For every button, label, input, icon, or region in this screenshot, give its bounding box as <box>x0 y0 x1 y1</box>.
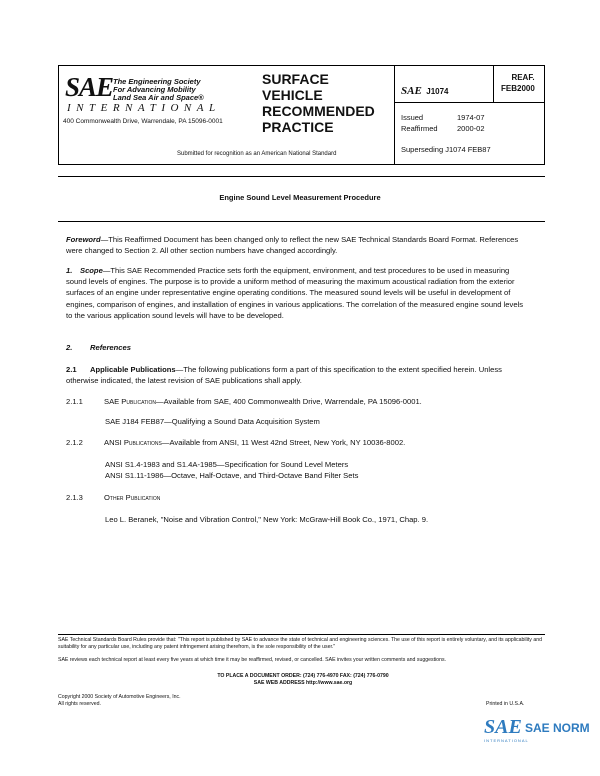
sae-address: 400 Commonwealth Drive, Warrendale, PA 15096-0001 <box>63 118 223 125</box>
document-header <box>58 65 545 165</box>
section-number: 2.1.1 <box>66 397 83 406</box>
doc-type-title: RECOMMENDED <box>262 103 375 119</box>
doc-type-title: PRACTICE <box>262 119 334 135</box>
header-divider <box>394 102 544 103</box>
order-info: TO PLACE A DOCUMENT ORDER: (724) 776-4970 FAX: (724) 776-0790 <box>217 673 389 679</box>
watermark <box>484 716 590 746</box>
footer-review-note: SAE reviews each technical report at least every five years at which time it may be reaffirmed, revised, or cancelled. SAE invites your written comments and suggestions. <box>58 657 446 663</box>
printed-in: Printed in U.S.A. <box>486 701 525 707</box>
sae-logo: SAE <box>65 72 114 102</box>
international-wordmark: INTERNATIONAL <box>67 102 221 114</box>
section-2-1-1 <box>66 396 526 407</box>
doc-id <box>401 81 449 99</box>
section-number: 2.1 <box>66 365 77 374</box>
reference-item: ANSI S1.4-1983 and S1.4A-1985—Specification for Sound Level Meters <box>105 460 349 469</box>
section-heading: Scope <box>80 266 103 275</box>
superseding-note: Superseding J1074 FEB87 <box>401 145 491 154</box>
section-heading: References <box>90 343 131 352</box>
section-applicable-publications <box>66 364 526 386</box>
header-divider <box>493 66 494 102</box>
section-number: 2.1.2 <box>66 438 83 447</box>
issued-date: 1974-07 <box>457 113 485 122</box>
section-heading: SAE Publication <box>104 397 157 406</box>
watermark-logo: SAE <box>484 716 522 738</box>
reaf-date: FEB2000 <box>501 84 535 93</box>
section-number: 2. <box>66 343 73 352</box>
copyright: Copyright 2000 Society of Automotive Engineers, Inc. <box>58 694 181 700</box>
section-heading: ANSI Publications <box>104 438 162 447</box>
web-address: SAE WEB ADDRESS http://www.sae.org <box>253 680 353 686</box>
foreword-label: Foreword <box>66 235 101 244</box>
watermark-sub: INTERNATIONAL <box>484 738 529 743</box>
section-number: 2.1.3 <box>66 493 83 502</box>
society-line: The Engineering Society <box>113 77 201 86</box>
issued-label: Issued <box>401 113 424 122</box>
foreword-text: —This Reaffirmed Document has been changed only to reflect the new SAE Technical Standards Board Format. References were changed to Section 2. All other section numbers have changed accordingly. <box>66 235 519 256</box>
divider <box>58 221 545 222</box>
footer-policy: SAE Technical Standards Board Rules provide that: "This report is published by SAE to advance the state of technical and engineering sciences. The use of this report is entirely voluntary, and its applicability and suitability for any particular use, including any patent infringement arising therefrom, is the sole responsibility of the user." <box>58 637 542 650</box>
reference-item: SAE J184 FEB87—Qualifying a Sound Data Acquisition System <box>105 417 320 426</box>
document-title: Engine Sound Level Measurement Procedure <box>219 193 381 202</box>
doc-number: J1074 <box>426 87 449 96</box>
society-line: Land Sea Air and Space® <box>113 93 204 102</box>
ansi-submission-note: Submitted for recognition as an American National Standard <box>177 151 337 157</box>
footer-divider <box>58 634 545 635</box>
section-text: —This SAE Recommended Practice sets forth the equipment, environment, and test procedures to be used in measuring sound levels of engines. The purpose is to provide a uniform method of measuring the maximum acoustical radiation from the exterior surfaces of an engine under representative engine operating conditions. The measured sound levels will be useful in development of engines, comparison of engines, and installation of engines in various applications. The correlation of the measured engine sound levels to the various application sound levels will have to be developed. <box>66 266 524 320</box>
section-text: —The following publications form a part of this specification to the extent specified herein. Unless otherwise indicated, the latest revision of SAE publications shall apply. <box>66 365 502 386</box>
section-text: —Available from SAE, 400 Commonwealth Drive, Warrendale, PA 15096-0001. <box>156 397 422 406</box>
doc-type-title: VEHICLE <box>262 87 323 103</box>
section-references <box>66 342 526 353</box>
doc-type-title: SURFACE <box>262 71 329 87</box>
sae-small-logo: SAE <box>401 85 422 97</box>
society-line: For Advancing Mobility <box>113 85 196 94</box>
section-heading: Applicable Publications <box>90 365 176 374</box>
reference-item: ANSI S1.11-1986—Octave, Half-Octave, and Third-Octave Band Filter Sets <box>105 471 359 480</box>
reaffirmed-date: 2000-02 <box>457 124 485 133</box>
section-number: 1. <box>66 266 73 275</box>
section-heading: Other Publication <box>104 493 161 502</box>
watermark-text: SAE NORM <box>525 721 590 735</box>
divider <box>58 176 545 177</box>
reaf-label: REAF. <box>511 73 535 82</box>
section-2-1-3 <box>66 492 526 503</box>
header-divider <box>394 66 395 164</box>
section-scope <box>66 265 526 321</box>
rights-reserved: All rights reserved. <box>58 701 101 707</box>
section-text: —Available from ANSI, 11 West 42nd Street, New York, NY 10036-8002. <box>161 438 406 447</box>
reference-item: Leo L. Beranek, "Noise and Vibration Control," New York: McGraw-Hill Book Co., 1971, Chap. 9. <box>105 515 429 524</box>
reaffirmed-label: Reaffirmed <box>401 124 438 133</box>
foreword <box>66 234 526 256</box>
section-2-1-2 <box>66 437 526 448</box>
